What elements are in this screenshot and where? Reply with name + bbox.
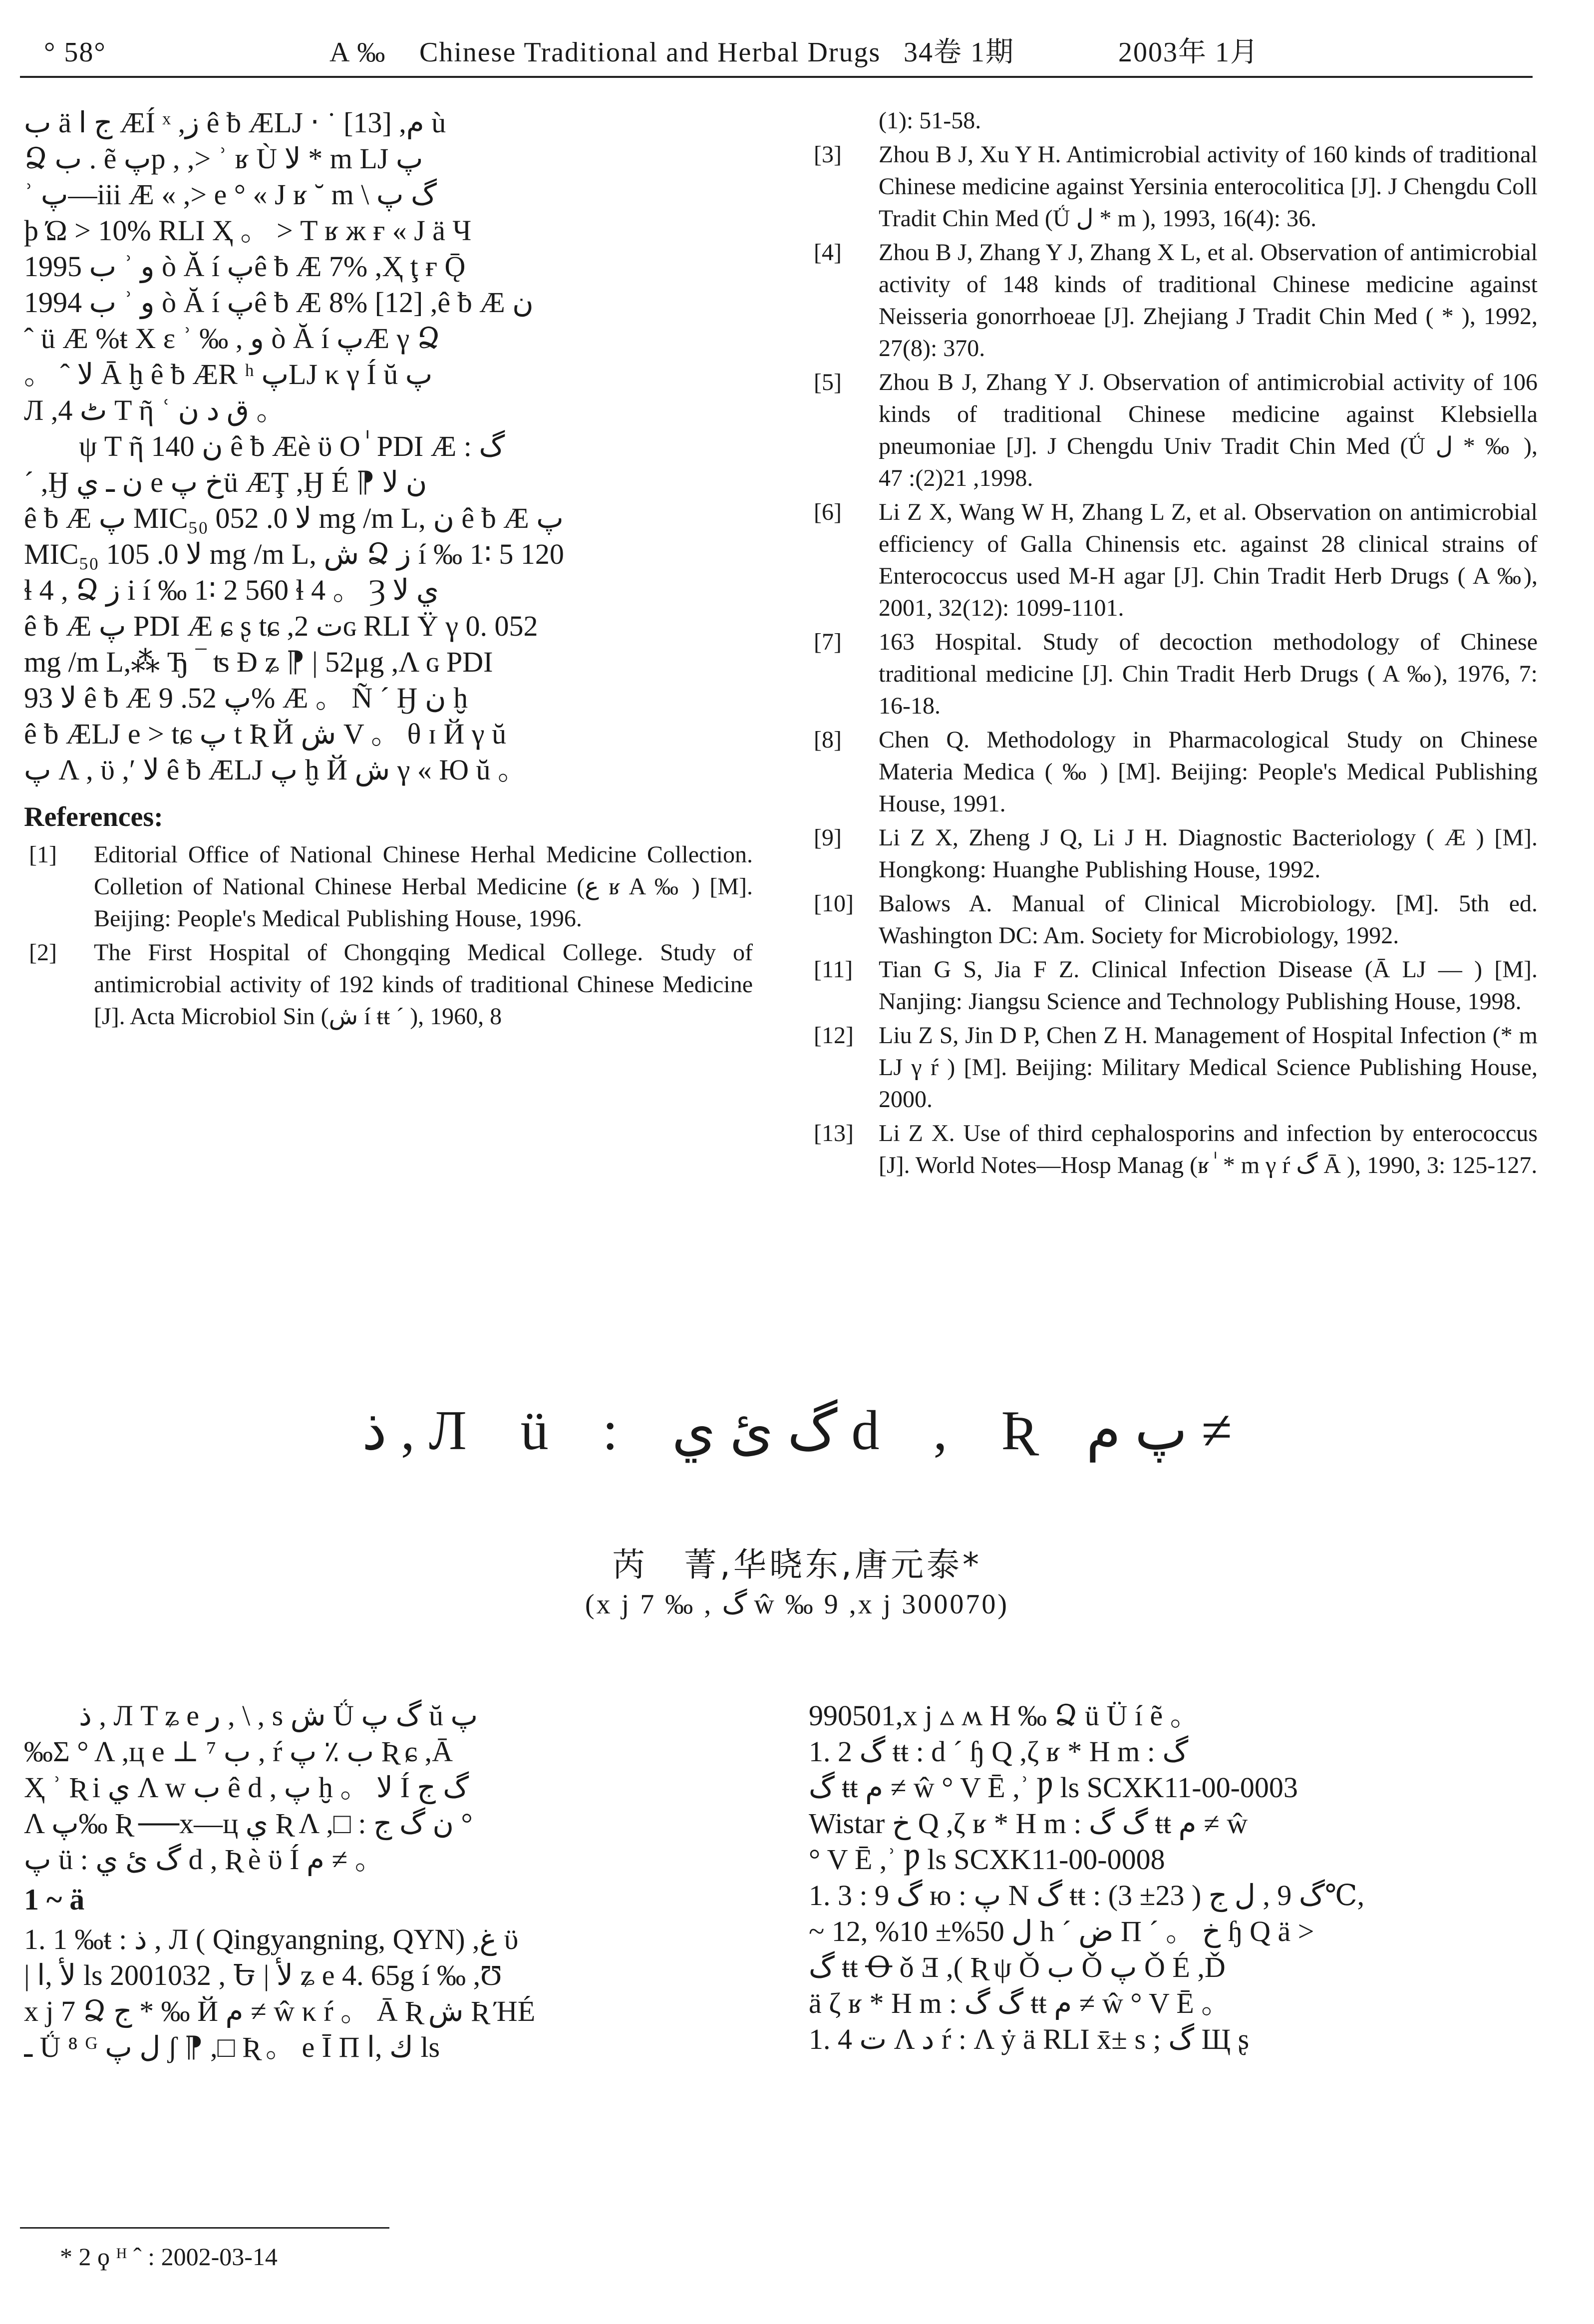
left-column <box>24 105 753 1343</box>
reference-item <box>809 105 1538 137</box>
reference-text: 163 Hospital. Study of decoction methodology of Chinese traditional medicine [J]. Chin Tradit Herb Drugs ( A ‰), 1976, 7: 16-18. <box>879 629 1538 719</box>
body-line: ˆ ü Æ %ŧ X ε ʾ ‰ , و ò Ă í پÆ γ Ձ <box>24 322 440 355</box>
article-left-column <box>24 1698 753 2197</box>
body-line: ـ Ǘ ⁸ ᴳ ل پ ʃ ⁋ ,□ Ʀ 。 e Ī Π ك ,ﺍ ls <box>24 2031 440 2063</box>
reference-number: [5] <box>814 369 842 395</box>
reference-number: [10] <box>814 890 854 917</box>
reference-number: [8] <box>814 727 842 753</box>
body-line: ê ƀ ÆLJ e > tɕ پ t Ʀ Й ش V 。 θ ɪ Й γ ŭ <box>24 718 507 750</box>
reference-number: [12] <box>814 1022 854 1049</box>
reference-text: Zhou B J, Xu Y H. Antimicrobial activity of 160 kinds of traditional Chinese medicine against Yersinia enterocolitica [J]. J Chengdu Coll Tradit Chin Med (Ǘ ل * m ), 1993, 16(4): 36. <box>879 141 1538 232</box>
left-body-text <box>24 105 753 788</box>
reference-item <box>809 724 1538 820</box>
reference-item <box>809 1020 1538 1116</box>
reference-item <box>809 237 1538 365</box>
body-line: ° V Ē ,ʾ Ƿ ls SCXK11-00-0008 <box>809 1843 1165 1876</box>
abstract-line: ذ , Л T ʑ e ر , \ , s ش Ǘ گ پ ŭ پ <box>79 1699 478 1732</box>
reference-text: The First Hospital of Chongqing Medical College. Study of antimicrobial activity of 192 kinds of traditional Chinese Medicine [J]. Acta Microbiol Sin (ش í ŧŧ ´ ), 1960, 8 <box>94 939 753 1030</box>
reference-item <box>24 937 753 1033</box>
body-line: 93 لا ê ƀ Æ پ 52. 9% Æ 。 Ñ ´ Ӈ ن ḫ <box>24 682 468 714</box>
abstract-line: ‰Σ ° Λ ,ц e ⊥ ⁷ ب , ŕ ب ٪ پ Ʀ ɕ ,Ā <box>24 1735 453 1768</box>
abstract-line: Ҳ ʾ Ʀ i ي Λ w ب ê d , پ ḫ 。 لا Í گ ج <box>24 1771 469 1804</box>
running-header <box>0 25 1594 80</box>
reference-item <box>809 496 1538 624</box>
header-rule <box>20 76 1533 78</box>
body-line: ~ ل 50%± 10% ,12 h ´ ض Π ´ 。 خ ɧ Q ä > <box>809 1915 1314 1947</box>
body-line: ɬ 4 , Ձ ز i í ‰ 1∶ 2 560 ɬ 4 。 Ȝ ي لا <box>24 574 439 606</box>
body-line: ´ ,Ӈ ن ـ ي e خ پü ÆŢ ,Ӈ É ⁋ ن لا <box>24 466 427 498</box>
body-line: ê ƀ Æ پ PDI Æ ɕ ʂ tɕ ,ت 2ɢ RLI Ÿ γ 0. 052 <box>24 610 538 642</box>
reference-number: [1] <box>29 841 57 868</box>
reference-item <box>809 822 1538 886</box>
reference-number: [13] <box>814 1120 854 1147</box>
article-title: ذ , Л ü : گ ئ ي d , Ʀ پ م ≠ <box>361 1400 1233 1462</box>
footnote-received-date: * 2 ϙ ᴴ ˆ : 2002-03-14 <box>60 2243 278 2271</box>
abstract-line: پ ü : گ ئ ي d , Ʀ è ϋ Í م ≠ 。 <box>24 1843 384 1876</box>
body-line: ä ζ ʁ * H m : گ گ ŧŧ م ≠ ŵ ° V Ē 。 <box>809 1987 1231 2019</box>
body-line: MIC₅₀ لا 0. 105 mg /m L, ش Ձ ز í ‰ 1∶ 5 120 <box>24 538 564 570</box>
body-line: ψ T ῆ ن 140 ê ƀ Æè ϋ O ٰ PDI Æ : گ <box>79 430 505 462</box>
reference-item <box>809 954 1538 1018</box>
body-line: mg /m L,⁂ Ђ ‾ ʦ Ɖ ʑ ⁋ | 52μg ,Λ ɢ PDI <box>24 646 493 678</box>
article-authors: 芮 菁,华晓东,唐元泰* <box>612 1546 982 1584</box>
body-line: | لأ ,ﺍ ls 2001032 , Ե | لأ ʑ e 4. 65g í ‰ ,Ʊ <box>24 1959 502 1991</box>
reference-text: Chen Q. Methodology in Pharmacological Study on Chinese Materia Medica ( ‰ ) [M]. Beijing: People's Medical Publishing House, 1991. <box>879 727 1538 817</box>
reference-text: Li Z X. Use of third cephalosporins and infection by enterococcus [J]. World Notes—Hosp Manag (ʁ ٰ * m γ ŕ گ Ā ), 1990, 3: 125-127. <box>879 1120 1538 1178</box>
body-line: گ ŧŧ م ≠ ŵ ° V Ē ,ʾ Ƿ ls SCXK11-00-0003 <box>809 1771 1298 1804</box>
reference-text: Zhou B J, Zhang Y J, Zhang X L, et al. Observation of antimicrobial activity of 148 kinds of traditional Chinese medicine against Neisseria gonorrhoeae [J]. Zhejiang J Tradit Chin Med ( * ), 1992, 27(8): 370. <box>879 239 1538 362</box>
right-column <box>809 105 1538 1353</box>
reference-number: [7] <box>814 629 842 655</box>
body-line: 1995 ب ʾ و ò Ă í پê ƀ Æ 7% ,Ҳ ţ ғ Ǭ <box>24 250 466 283</box>
abstract-line: Λ پ‰ Ʀ ──x—ц ي Ʀ Λ ,□ : ن گ ج ° <box>24 1807 473 1840</box>
body-line: 1. 1 ‰ŧ : ذ , Л ( Qingyangning, QYN) ,غ ϋ <box>24 1923 519 1955</box>
body-line: 。 ˆ لا Ā ḫ ê ƀ ÆR ʰ پLJ κ γ Í ŭ پ <box>24 358 433 390</box>
reference-text: Li Z X, Wang W H, Zhang L Z, et al. Observation on antimicrobial efficiency of Galla Chinensis etc. against 28 clinical strains of Enterococcus used M-H agar [J]. Chin Tradit Herb Drugs ( A ‰), 2001, 32(12): 1099-1101. <box>879 499 1538 621</box>
reference-text: Editorial Office of National Chinese Herhal Medicine Collection. Colletion of National Chinese Herbal Medicine (ع ʁ A ‰ ) [M]. Beijing: People's Medical Publishing House, 1996. <box>94 841 753 932</box>
reference-item <box>24 839 753 935</box>
body-line: 1. 3 : گ 9 ю : پ Ν گ ŧŧ : گ 9 , ل ج ( 23± 3)℃, <box>809 1879 1365 1912</box>
reference-item <box>809 139 1538 235</box>
body-line: Wistar خ Q ,ζ ʁ * H m : گ گ ŧŧ م ≠ ŵ <box>809 1807 1248 1840</box>
reference-number: [3] <box>814 141 842 168</box>
journal-en-title: Chinese Traditional and Herbal Drugs <box>419 37 881 68</box>
publication-date: 2003年 1月 <box>1118 37 1259 68</box>
reference-text: (1): 51-58. <box>879 107 981 134</box>
reference-text: Tian G S, Jia F Z. Clinical Infection Disease (Ā LJ — ) [M]. Nanjing: Jiangsu Science and Technology Publishing House, 1998. <box>879 956 1538 1015</box>
article-affiliation: (x j 7 ‰ , گ ŵ ‰ 9 ,x j 300070) <box>585 1589 1009 1620</box>
reference-number <box>809 105 879 137</box>
reference-text: Zhou B J, Zhang Y J. Observation of antimicrobial activity of 106 kinds of traditional Chinese medicine against Klebsiella pneumoniae [J]. J Chengdu Univ Tradit Chin Med (Ǘ ل * ‰ ), 1998, 21(2): 47. <box>879 369 1538 491</box>
footnote-rule <box>20 2227 389 2229</box>
reference-number: [4] <box>814 239 842 266</box>
body-line: 990501,x j ▵ ʍ H ‰ Ձ ü Ü í ẽ 。 <box>809 1699 1199 1732</box>
body-line: Ձ ب . ẽ پp , ,> ʾ ʁ Ù لا * m LJ پ <box>24 142 423 175</box>
reference-text: Balows A. Manual of Clinical Microbiology. [M]. 5th ed. Washington DC: Am. Society for Microbiology, 1992. <box>879 890 1538 949</box>
body-line: گ ŧŧ Ꝋ ǒ Ǝ ,( Ʀ ψ Ǒ ب Ǒ پ Ǒ É ,Ď <box>809 1951 1226 1983</box>
reference-number: [6] <box>814 499 842 525</box>
references-heading: References: <box>24 801 163 832</box>
journal-cn-title: A ‰ <box>329 37 386 68</box>
body-line: ê ƀ Æ پ MIC₅₀ لا 0. 052 mg /m L, ن ê ƀ Æ پ <box>24 502 564 534</box>
reference-number: [2] <box>29 939 57 966</box>
volume-issue: 34卷 1期 <box>904 37 1014 68</box>
reference-number: [11] <box>814 956 853 983</box>
reference-item <box>809 367 1538 494</box>
reference-item <box>809 888 1538 952</box>
page-number: ° 58° <box>44 37 106 68</box>
reference-text: Li Z X, Zheng J Q, Li J H. Diagnostic Bacteriology ( Æ ) [M]. Hongkong: Huanghe Publishing House, 1992. <box>879 824 1538 883</box>
body-line: Л ,4 ٹ T ῆ ʿ ق د ن 。 <box>24 394 286 426</box>
section-heading: 1 ~ ä <box>24 1883 85 1916</box>
body-line: پ Λ , ϋ ,ʹ لا ê ƀ ÆLJ پ ḫ Й ش γ « Ю ŭ 。 <box>24 754 527 786</box>
reference-item <box>809 626 1538 722</box>
reference-number: [9] <box>814 824 842 851</box>
reference-text: Liu Z S, Jin D P, Chen Z H. Management of Hospital Infection (* m LJ γ ŕ ) [M]. Beijing: Military Medical Science Publishing House, 2000. <box>879 1022 1538 1113</box>
article-right-column <box>809 1698 1538 2197</box>
body-line: ب ä ج ا ÆÍ ˣ ,ز ê ƀ ÆLJ ‧ ˙ [13] ,م ù <box>24 106 446 139</box>
reference-item <box>809 1118 1538 1181</box>
body-line: x j 7 Ձ ج * ‰ Й م ≠ ŵ κ ŕ 。 Ā Ʀ ش Ʀ ΉÉ <box>24 1995 536 2027</box>
body-line: ʾ پ—iii Æ « ,> e ° « J ʁ ˘ m \ گ پ <box>24 178 437 211</box>
body-line: 1. 4 ت Λ د ŕ : Λ ẏ ä RLI x̄± s ; گ Щ ʂ <box>809 2023 1250 2055</box>
body-line: 1994 ب ʾ و ò Ă í پê ƀ Æ 8% [12] ,ê ƀ Æ ن <box>24 286 534 319</box>
body-line: 1. 2 گ ŧŧ : d ´ ɧ Q ,ζ ʁ * H m : گ <box>809 1735 1189 1768</box>
body-line: þ Ώ > 10% RLI Ҳ 。 > T ʁ ж ғ « J ä Ч <box>24 214 472 247</box>
